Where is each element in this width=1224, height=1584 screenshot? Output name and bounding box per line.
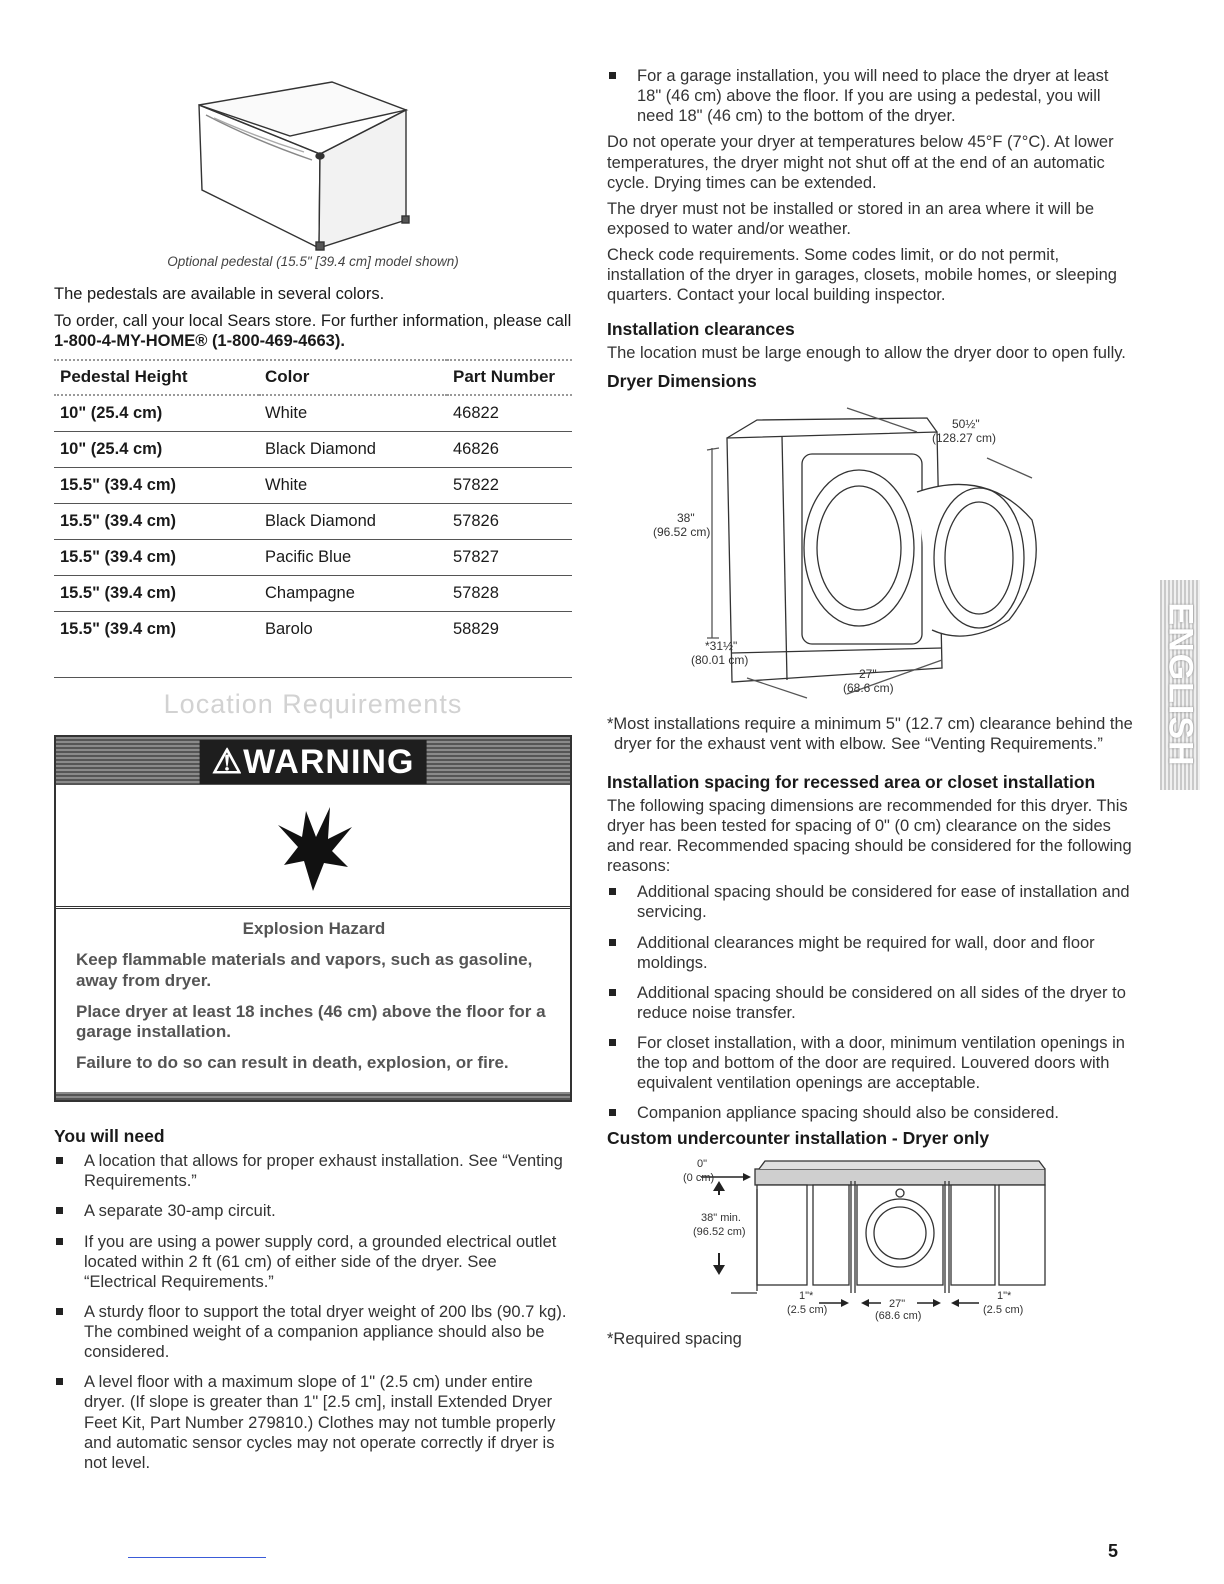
list-item: For a garage installation, you will need to place the dryer at least 18" (46 cm) above the floor. If you are using a pedestal, you will need 18" (46 cm) to the bottom of the dryer. <box>607 66 1133 126</box>
list-item: A separate 30-amp circuit. <box>54 1201 572 1221</box>
cell-color: Black Diamond <box>259 503 447 539</box>
table-row <box>54 540 572 576</box>
cell-color: Champagne <box>259 576 447 612</box>
col-header-height: Pedestal Height <box>54 360 259 395</box>
uc-left-cm: (2.5 cm) <box>787 1303 828 1316</box>
uc-width-cm: (68.6 cm) <box>875 1309 922 1322</box>
cell-part-number: 58829 <box>453 620 499 639</box>
uc-height-cm: (96.52 cm) <box>693 1225 746 1238</box>
dim-body-depth: *31½" <box>705 639 738 654</box>
clearances-text: The location must be large enough to allow the dryer door to open fully. <box>607 343 1126 362</box>
side-tab-label: ENGLISH <box>1161 602 1200 768</box>
warning-line: Keep flammable materials and vapors, such as gasoline, away from dryer. <box>76 950 533 990</box>
uc-width: 27" <box>889 1297 906 1310</box>
table-row <box>54 395 572 432</box>
table-header-row <box>54 360 572 395</box>
table-row <box>54 612 572 648</box>
warning-title <box>200 740 427 783</box>
undercounter-title: Custom undercounter installation - Dryer only <box>607 1127 990 1148</box>
table-divider <box>54 677 572 678</box>
warning-line: Failure to do so can result in death, explosion, or fire. <box>76 1053 509 1073</box>
required-spacing-note: *Required spacing <box>607 1329 742 1348</box>
dim-height-cm: (96.52 cm) <box>653 525 711 540</box>
page-number: 5 <box>1108 1541 1119 1561</box>
warning-title-text: WARNING <box>243 743 415 782</box>
you-will-need-title: You will need <box>54 1125 165 1146</box>
order-phone: 1-800-4-MY-HOME® (1-800-469-4663). <box>54 331 345 350</box>
list-item: For closet installation, with a door, minimum ventilation openings in the top and bottom of the door are required. Louvered doors with equivalent ventilation openings are acceptable. <box>607 1033 1133 1093</box>
cell-height: 15.5" (39.4 cm) <box>54 503 259 539</box>
dim-body-depth-cm: (80.01 cm) <box>691 653 749 668</box>
dim-width-cm: (68.6 cm) <box>843 681 894 696</box>
warning-body <box>56 909 570 1091</box>
cell-color: Black Diamond <box>259 431 447 467</box>
recessed-text: The following spacing dimensions are recommended for this dryer. This dryer has been tested for spacing of 0" (0 cm) clearance on the sides and rear. Recommended spacing should be considered for the following reasons: <box>607 796 1132 876</box>
cell-part-number: 46822 <box>447 395 572 432</box>
list-item: If you are using a power supply cord, a grounded electrical outlet located within 2 ft (61 cm) of either side of the dryer. See “Electrical Requirements.” <box>54 1232 572 1292</box>
warning-symbol-area <box>56 785 570 909</box>
code-text: Check code requirements. Some codes limit, or do not permit, installation of the dryer in garages, closets, mobile homes, or sleeping quarters. Contact your local building inspector. <box>607 246 1117 305</box>
cell-part-number: 57827 <box>447 540 572 576</box>
uc-right-cm: (2.5 cm) <box>983 1303 1024 1316</box>
dryer-dimensions-diagram <box>607 398 1133 708</box>
warning-hazard: Explosion Hazard <box>242 919 386 939</box>
list-item: Additional clearances might be required for wall, door and floor moldings. <box>607 933 1133 973</box>
list-item: Additional spacing should be considered on all sides of the dryer to reduce noise transfer. <box>607 983 1133 1023</box>
uc-top-cm: (0 cm) <box>683 1171 715 1184</box>
list-item: A location that allows for proper exhaust installation. See “Venting Requirements.” <box>54 1151 572 1191</box>
temperature-text: Do not operate your dryer at temperatures below 45°F (7°C). At lower temperatures, the dryer might not shut off at the end of an automatic cycle. Drying times can be extended. <box>607 133 1114 192</box>
uc-right: 1"* <box>997 1289 1012 1302</box>
list-item: Additional spacing should be considered for ease of installation and servicing. <box>607 882 1133 922</box>
recessed-list <box>607 882 1133 1123</box>
table-row <box>54 431 572 467</box>
cell-height: 15.5" (39.4 cm) <box>54 576 259 612</box>
table-row <box>54 503 572 539</box>
list-item: Companion appliance spacing should also be considered. <box>607 1103 1133 1123</box>
dim-height: 38" <box>677 511 695 526</box>
list-item: A level floor with a maximum slope of 1" (2.5 cm) under entire dryer. (If slope is greater than 1" [2.5 cm], install Extended Dryer Feet Kit, Part Number 279810.) Clothes may not tumble properly and automatic sensor cycles may not operate correctly if dryer is not level. <box>54 1372 572 1473</box>
cell-height: 15.5" (39.4 cm) <box>60 620 177 639</box>
cell-part-number: 57822 <box>447 467 572 503</box>
garage-list <box>607 66 1133 126</box>
order-text <box>54 311 572 351</box>
left-column <box>54 60 572 1483</box>
pedestal-caption: Optional pedestal (15.5" [39.4 cm] model shown) <box>167 254 459 269</box>
cell-color: Barolo <box>265 620 313 639</box>
dim-depth: 50½" <box>952 417 980 432</box>
uc-top: 0" <box>697 1157 708 1170</box>
col-header-color: Color <box>259 360 447 395</box>
cell-part-number: 46826 <box>447 431 572 467</box>
undercounter-diagram <box>607 1153 1133 1323</box>
pedestal-illustration <box>54 60 572 252</box>
warning-header <box>56 737 570 785</box>
dimensions-note: *Most installations require a minimum 5" (12.7 cm) clearance behind the dryer for the exhaust vent with elbow. See “Venting Requirements.” <box>607 715 1133 754</box>
cell-part-number: 57828 <box>447 576 572 612</box>
uc-left: 1"* <box>799 1289 814 1302</box>
cell-color: White <box>259 467 447 503</box>
cell-color: White <box>259 395 447 432</box>
warning-box <box>54 735 572 1101</box>
col-header-part-number: Part Number <box>447 360 572 395</box>
cell-height: 10" (25.4 cm) <box>54 431 259 467</box>
pedestal-table <box>54 359 572 648</box>
dim-depth-cm: (128.27 cm) <box>932 431 997 446</box>
cell-height: 15.5" (39.4 cm) <box>54 540 259 576</box>
order-text-lead: To order, call your local Sears store. For further information, please call <box>54 311 572 330</box>
warning-footer <box>56 1092 570 1100</box>
water-text: The dryer must not be installed or stored in an area where it will be exposed to water and/or weather. <box>607 199 1094 238</box>
footer-rule <box>128 1557 266 1558</box>
table-row <box>54 576 572 612</box>
warning-line: Place dryer at least 18 inches (46 cm) above the floor for a garage installation. <box>76 1001 546 1042</box>
cell-height: 10" (25.4 cm) <box>54 395 259 432</box>
warning-triangle-icon: ⚠ <box>211 743 244 782</box>
section-title: Location Requirements <box>163 689 463 720</box>
clearances-title: Installation clearances <box>607 319 795 340</box>
uc-height: 38" min. <box>701 1211 741 1224</box>
list-item: A sturdy floor to support the total dryer weight of 200 lbs (90.7 kg). The combined weight of a companion appliance should also be considered. <box>54 1302 572 1362</box>
table-row <box>54 467 572 503</box>
dim-width: 27" <box>859 667 877 682</box>
language-side-tab <box>1160 580 1200 790</box>
recessed-title: Installation spacing for recessed area or closet installation <box>607 772 1096 793</box>
you-will-need-list <box>54 1151 572 1473</box>
pedestal-colors-text: The pedestals are available in several colors. <box>54 285 385 304</box>
cell-part-number: 57826 <box>447 503 572 539</box>
dimensions-title: Dryer Dimensions <box>607 370 757 391</box>
cell-height: 15.5" (39.4 cm) <box>54 467 259 503</box>
explosion-icon <box>268 803 358 893</box>
cell-color: Pacific Blue <box>259 540 447 576</box>
right-column <box>607 66 1133 1349</box>
